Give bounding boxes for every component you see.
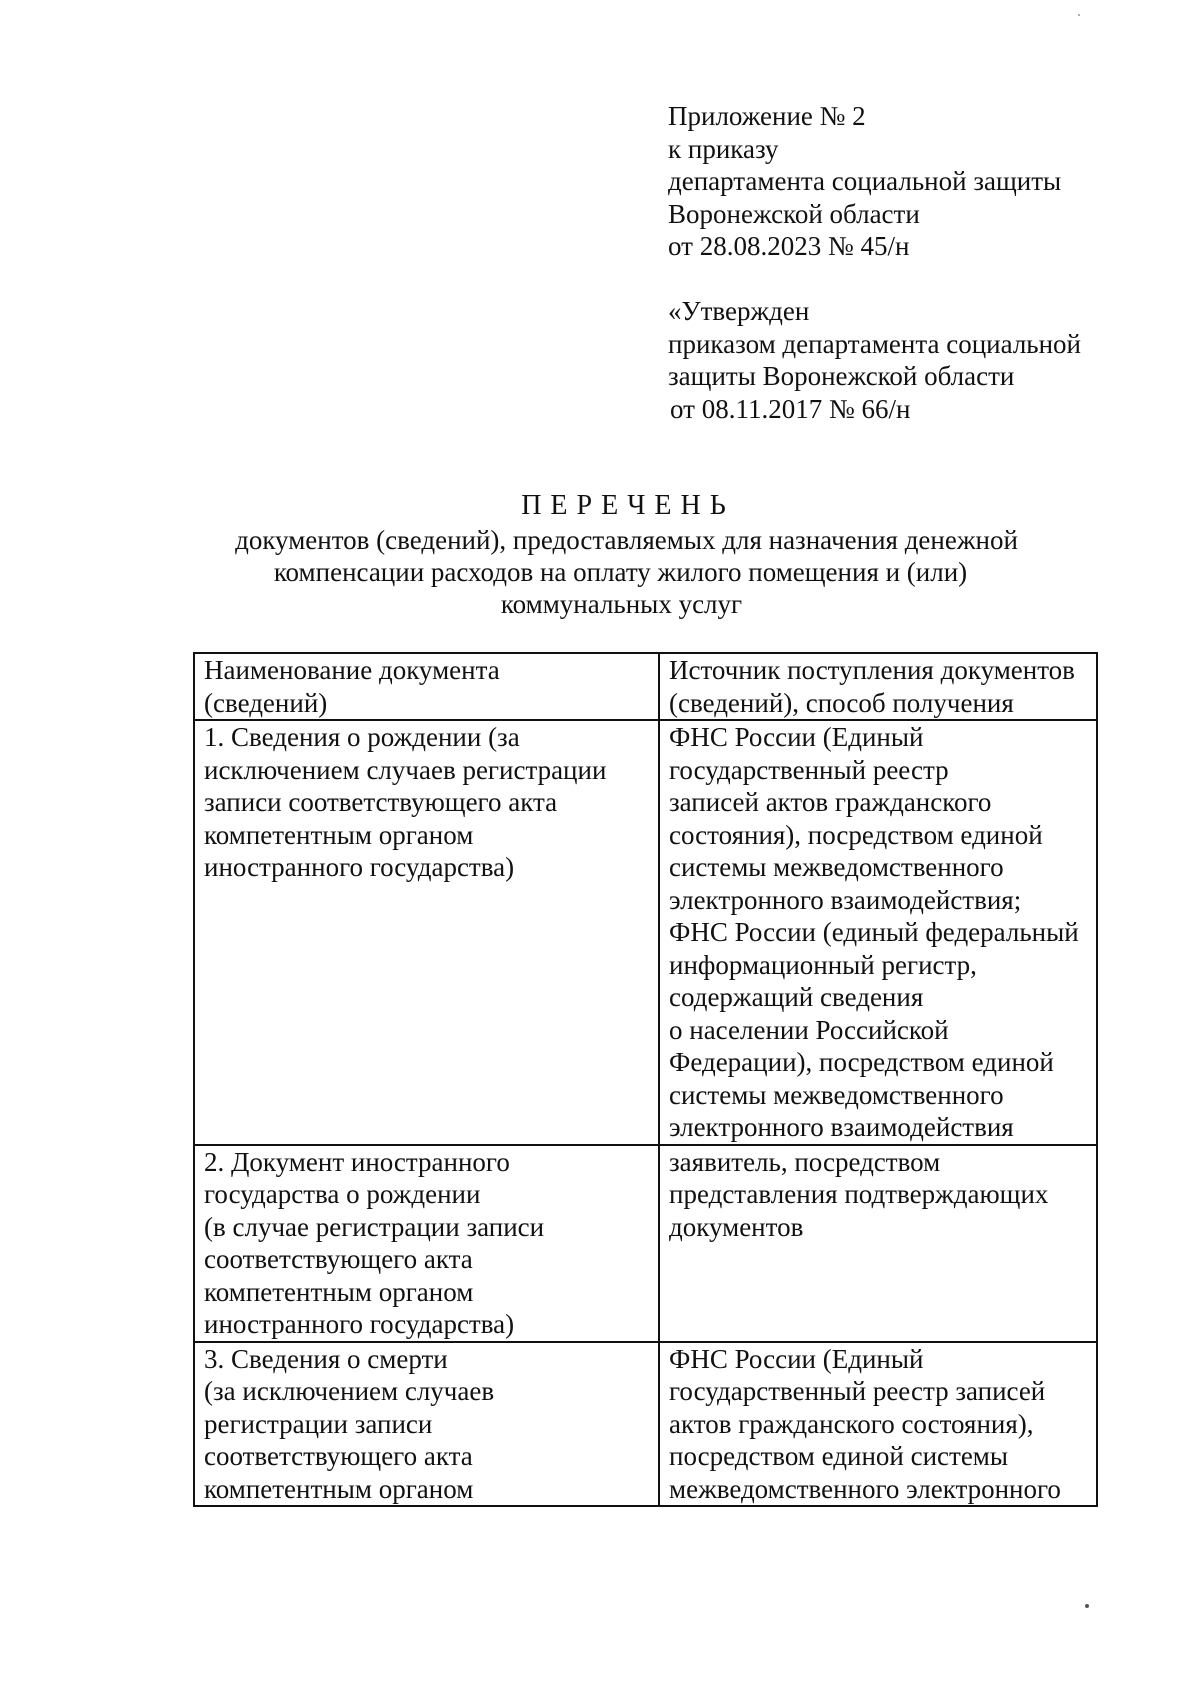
table-cell-source (659, 1342, 1097, 1507)
cell-line: соответствующего акта (204, 1441, 473, 1471)
table-cell-document-name (194, 720, 659, 1145)
cell-line: системы межведомственного (669, 1079, 1004, 1110)
cell-line: информационный регистр, (669, 949, 977, 980)
cell-line: государственный реестр (669, 754, 949, 785)
cell-line: посредством единой системы (669, 1441, 1009, 1471)
title-subline: коммунальных услуг (500, 589, 743, 619)
cell-line: (в случае регистрации записи (204, 1211, 545, 1242)
approval-line: «Утвержден (668, 296, 810, 326)
scan-speck (1078, 14, 1080, 16)
cell-line: компетентным органом (204, 819, 474, 850)
appendix-line: департамента социальной защиты (668, 166, 1062, 196)
cell-line: 3. Сведения о смерти (204, 1343, 448, 1374)
appendix-line: Воронежской области (668, 198, 920, 229)
cell-line: (за исключением случаев (204, 1376, 495, 1406)
table-cell-document-name (194, 1145, 659, 1342)
header-text: Источник поступления документов (669, 655, 1075, 685)
title-heading: ПЕРЕЧЕНЬ (521, 490, 735, 521)
title-subline: компенсации расходов на оплату жилого помещения и (или) (273, 557, 968, 587)
scan-speck (1085, 1604, 1089, 1608)
cell-line: компетентным органом (204, 1276, 474, 1307)
table-cell-source (659, 1145, 1097, 1342)
cell-line: документов (669, 1211, 804, 1242)
cell-line: записей актов гражданского (669, 787, 992, 817)
table-cell-document-name (194, 1342, 659, 1507)
document-title (0, 490, 1200, 620)
appendix-line: Приложение № 2 (668, 101, 866, 131)
cell-line: заявитель, посредством (669, 1146, 941, 1177)
documents-table (193, 652, 1098, 1507)
cell-line: ФНС России (Единый (669, 1343, 924, 1374)
table-header-cell-source (659, 653, 1097, 720)
cell-line: ФНС России (единый федеральный (669, 917, 1079, 947)
cell-line: иностранного государства) (204, 852, 515, 882)
cell-line: государственный реестр записей (669, 1376, 1046, 1406)
cell-line: системы межведомственного (669, 852, 1004, 882)
header-text: (сведений), способ получения (669, 687, 1014, 718)
table-row (194, 1145, 1097, 1342)
cell-line: ФНС России (Единый (669, 722, 924, 752)
cell-line: Федерации), посредством единой (669, 1047, 1054, 1077)
table-row (194, 720, 1097, 1145)
cell-line: электронного взаимодействия; (669, 884, 1022, 915)
cell-line: актов гражданского состояния), (669, 1408, 1034, 1439)
cell-line: иностранного государства) (204, 1309, 515, 1339)
cell-line: состояния), посредством единой (669, 819, 1043, 850)
cell-line: регистрации записи (204, 1408, 433, 1439)
table-header-row (194, 653, 1097, 720)
title-subline: документов (сведений), предоставляемых для назначения денежной (235, 525, 1018, 555)
cell-line: исключением случаев регистрации (204, 754, 607, 785)
approval-line: от 08.11.2017 № 66/н (670, 393, 911, 424)
header-text: Наименование документа (204, 655, 500, 685)
table-header-cell-name (194, 653, 659, 720)
cell-line: межведомственного электронного (669, 1473, 1061, 1504)
cell-line: соответствующего акта (204, 1244, 473, 1274)
table-cell-source (659, 720, 1097, 1145)
approval-line: приказом департамента социальной (668, 328, 1082, 359)
cell-line: электронного взаимодействия (669, 1112, 1014, 1142)
header-text: (сведений) (204, 687, 328, 718)
cell-line: государства о рождении (204, 1179, 481, 1209)
table-row (194, 1342, 1097, 1507)
approval-reference-block (668, 295, 1108, 425)
cell-line: 1. Сведения о рождении (за (204, 722, 520, 752)
cell-line: о населении Российской (669, 1014, 949, 1045)
appendix-reference-block (668, 100, 1108, 263)
cell-line: содержащий сведения (669, 982, 924, 1012)
cell-line: записи соответствующего акта (204, 787, 558, 817)
appendix-line: от 28.08.2023 № 45/н (668, 231, 910, 261)
cell-line: 2. Документ иностранного (204, 1146, 510, 1177)
cell-line: представления подтверждающих (669, 1179, 1049, 1209)
appendix-line: к приказу (668, 133, 779, 164)
cell-line: компетентным органом (204, 1473, 474, 1504)
approval-line: защиты Воронежской области (668, 361, 1015, 391)
